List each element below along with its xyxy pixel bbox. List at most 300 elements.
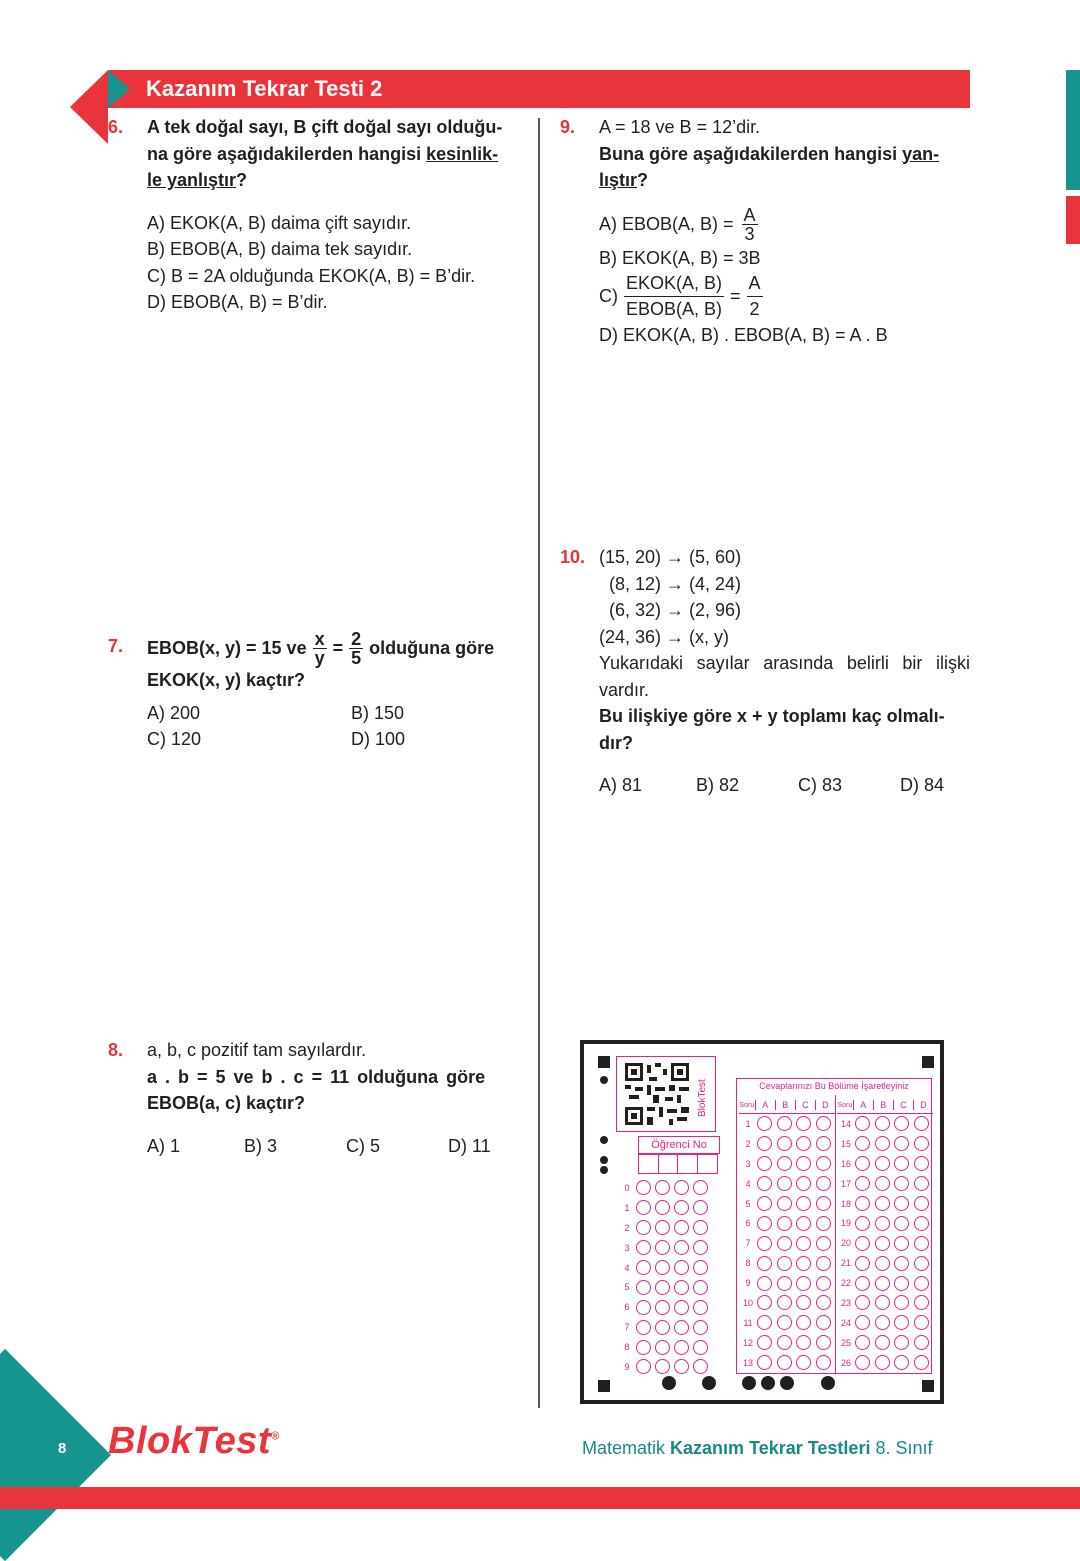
bubble[interactable] (914, 1176, 929, 1191)
option-b[interactable]: B) 3 (244, 1135, 278, 1156)
bubble[interactable] (757, 1236, 772, 1251)
bubble[interactable] (693, 1340, 708, 1355)
choice-label: C (795, 1100, 815, 1110)
option-a[interactable]: A) 81 (599, 775, 643, 795)
digit-label: 8 (624, 1342, 630, 1353)
bubble[interactable] (674, 1200, 689, 1215)
bubble[interactable] (855, 1156, 870, 1171)
question-9 (560, 114, 970, 349)
question-number-label: 4 (745, 1178, 751, 1189)
bubble[interactable] (875, 1136, 890, 1151)
question-stem: ? (236, 170, 248, 190)
question-number-label: 20 (840, 1238, 851, 1249)
question-stem: EBOB(a, c) kaçtır? (147, 1093, 306, 1113)
corner-mark (922, 1056, 934, 1068)
bubble[interactable] (816, 1116, 831, 1131)
bubble[interactable] (693, 1359, 708, 1374)
option-a[interactable]: A) EKOK(A, B) daima çift sayıdır. (147, 212, 412, 233)
choice-label: C (893, 1100, 913, 1110)
answer-row (837, 1233, 933, 1253)
question-number-label: 21 (840, 1258, 851, 1269)
brand-logo: BlokTest® (108, 1420, 280, 1462)
answer-row (837, 1194, 933, 1214)
question-stem: a, b, c pozitif tam sayılardır. (147, 1040, 367, 1060)
header-left-arrow (70, 70, 108, 144)
bubble[interactable] (636, 1340, 651, 1355)
bubble[interactable] (777, 1315, 792, 1330)
bubble[interactable] (894, 1276, 909, 1291)
timing-dot (600, 1136, 608, 1144)
answer-row (739, 1313, 835, 1333)
digit-label: 4 (624, 1262, 630, 1273)
question-emphasis: yan- (902, 143, 940, 164)
digit-row (618, 1357, 718, 1377)
digit-row (618, 1317, 718, 1337)
digit-label: 9 (624, 1361, 630, 1372)
bubble[interactable] (914, 1116, 929, 1131)
bubble[interactable] (875, 1216, 890, 1231)
bubble[interactable] (674, 1240, 689, 1255)
answer-row (739, 1154, 835, 1174)
option-c[interactable]: C) 83 (798, 775, 843, 795)
question-number-label: 16 (840, 1158, 851, 1169)
question-number-label: 2 (745, 1138, 751, 1149)
question-stem: a . b = 5 ve b . c = 11 olduğuna göre (147, 1066, 486, 1087)
bubble[interactable] (914, 1295, 929, 1310)
bubble[interactable] (757, 1156, 772, 1171)
bubble[interactable] (636, 1260, 651, 1275)
bubble[interactable] (875, 1116, 890, 1131)
timing-dot (761, 1376, 775, 1390)
bubble[interactable] (796, 1156, 811, 1171)
bubble[interactable] (693, 1220, 708, 1235)
question-number-label: 6 (745, 1218, 751, 1229)
option-c[interactable]: C) 5 (346, 1135, 381, 1156)
bubble[interactable] (855, 1276, 870, 1291)
bubble[interactable] (796, 1176, 811, 1191)
bubble[interactable] (674, 1340, 689, 1355)
answer-row (739, 1333, 835, 1353)
question-stem: EKOK(x, y) kaçtır? (147, 670, 306, 690)
answer-row (837, 1154, 933, 1174)
option-text: A) EBOB(A, B) = (599, 213, 734, 234)
equals-sign: = (332, 638, 344, 659)
bubble[interactable] (693, 1260, 708, 1275)
bubble[interactable] (914, 1335, 929, 1350)
bubble[interactable] (855, 1236, 870, 1251)
bubble[interactable] (855, 1295, 870, 1310)
question-emphasis: lıştır (599, 170, 638, 190)
pair-row: (8, 12) → (4, 24) (609, 573, 742, 594)
bubble[interactable] (693, 1180, 708, 1195)
timing-dot (742, 1376, 756, 1390)
answer-block-header: Cevaplarınızı Bu Bölüme İşaretleyiniz (759, 1081, 909, 1091)
question-number-label: 18 (840, 1198, 851, 1209)
option-d[interactable]: D) 11 (448, 1135, 491, 1156)
bubble[interactable] (875, 1196, 890, 1211)
page-title: Kazanım Tekrar Testi 2 (146, 76, 383, 101)
bubble[interactable] (636, 1180, 651, 1195)
bubble[interactable] (777, 1156, 792, 1171)
question-number-label: 12 (742, 1337, 753, 1348)
corner-mark (598, 1056, 610, 1068)
timing-dot (600, 1166, 608, 1174)
question-number-label: 24 (840, 1317, 851, 1328)
bubble[interactable] (693, 1240, 708, 1255)
option-b[interactable]: B) 82 (696, 775, 740, 795)
bubble[interactable] (816, 1315, 831, 1330)
question-number-label: 15 (840, 1138, 851, 1149)
answer-row (837, 1134, 933, 1154)
bubble[interactable] (894, 1335, 909, 1350)
pair-row: (24, 36) → (x, y) (599, 626, 730, 647)
digit-label: 2 (624, 1222, 630, 1233)
bubble[interactable] (777, 1335, 792, 1350)
answer-row (837, 1253, 933, 1273)
bubble[interactable] (894, 1156, 909, 1171)
answer-row (837, 1313, 933, 1333)
timing-dot (702, 1376, 716, 1390)
equals-sign: = (730, 286, 741, 307)
question-number-label: 25 (840, 1337, 851, 1348)
bubble[interactable] (875, 1335, 890, 1350)
answer-row (739, 1293, 835, 1313)
digit-row (618, 1258, 718, 1278)
answer-row (837, 1293, 933, 1313)
bubble[interactable] (796, 1256, 811, 1271)
question-6 (108, 114, 528, 316)
bubble[interactable] (796, 1315, 811, 1330)
digit-row (618, 1218, 718, 1238)
bubble[interactable] (894, 1176, 909, 1191)
question-number-label: 19 (840, 1218, 851, 1229)
bubble[interactable] (894, 1355, 909, 1370)
option-a[interactable]: A) 200 (147, 702, 201, 723)
bubble[interactable] (914, 1216, 929, 1231)
bubble[interactable] (796, 1276, 811, 1291)
option-d[interactable]: D) EBOB(A, B) = B’dir. (147, 292, 328, 312)
question-text: vardır. (599, 679, 650, 700)
bubble[interactable] (636, 1240, 651, 1255)
bubble[interactable] (757, 1355, 772, 1370)
digit-label: 0 (624, 1182, 630, 1193)
choice-label: A (853, 1100, 873, 1110)
bubble[interactable] (757, 1276, 772, 1291)
bubble[interactable] (636, 1359, 651, 1374)
bubble[interactable] (757, 1176, 772, 1191)
answer-row (739, 1253, 835, 1273)
digit-label: 1 (624, 1202, 630, 1213)
question-emphasis: le yanlıştır (147, 170, 237, 190)
digit-row (618, 1178, 718, 1198)
bubble[interactable] (693, 1320, 708, 1335)
timing-dot (780, 1376, 794, 1390)
bubble[interactable] (777, 1256, 792, 1271)
answer-row (739, 1353, 835, 1373)
question-number: 8. (108, 1040, 124, 1060)
bubble[interactable] (816, 1196, 831, 1211)
fraction-2-over-5: $\frac{2}{5}$ (351, 629, 362, 668)
bubble[interactable] (796, 1295, 811, 1310)
bubble[interactable] (816, 1216, 831, 1231)
bubble[interactable] (894, 1295, 909, 1310)
corner-mark (598, 1380, 610, 1392)
answer-row (837, 1333, 933, 1353)
digit-row (618, 1337, 718, 1357)
bubble[interactable] (914, 1136, 929, 1151)
question-number: 7. (108, 636, 124, 656)
bubble[interactable] (875, 1315, 890, 1330)
bubble[interactable] (674, 1280, 689, 1295)
bubble[interactable] (875, 1236, 890, 1251)
question-number-label: 5 (745, 1198, 751, 1209)
question-stem: Buna göre aşağıdakilerden hangisi (599, 143, 903, 164)
bubble[interactable] (757, 1315, 772, 1330)
footer-teal-diamond (0, 1349, 111, 1561)
pair-row: (15, 20) → (5, 60) (599, 547, 742, 567)
question-number-label: 10 (742, 1297, 753, 1308)
student-no-grid (618, 1178, 718, 1377)
bubble[interactable] (777, 1216, 792, 1231)
bubble[interactable] (777, 1196, 792, 1211)
bubble[interactable] (655, 1220, 670, 1235)
bubble[interactable] (674, 1220, 689, 1235)
answer-row (837, 1273, 933, 1293)
bubble[interactable] (914, 1236, 929, 1251)
answer-row (739, 1213, 835, 1233)
question-7 (108, 630, 528, 753)
question-number: 9. (560, 117, 576, 137)
timing-dot (662, 1376, 676, 1390)
option-a[interactable]: A) 1 (147, 1135, 181, 1156)
fraction-a-over-2: $\frac{A}{2}$ (748, 273, 761, 319)
bubble[interactable] (674, 1359, 689, 1374)
choice-label: D (913, 1100, 933, 1110)
question-8 (108, 1037, 528, 1159)
bubble[interactable] (655, 1320, 670, 1335)
bubble[interactable] (914, 1276, 929, 1291)
question-number-label: 13 (742, 1357, 753, 1368)
digit-label: 5 (624, 1282, 630, 1293)
fraction-ekok-over-ebob: $\frac{\text{EKOK(A, B)}}{\text{EBOB(A, B)}}$ (626, 273, 723, 319)
bubble[interactable] (757, 1256, 772, 1271)
bubble[interactable] (894, 1216, 909, 1231)
bubble[interactable] (757, 1295, 772, 1310)
question-emphasis: kesinlik- (426, 143, 499, 164)
option-d[interactable]: D) 100 (351, 729, 406, 749)
answer-row (837, 1213, 933, 1233)
bubble[interactable] (855, 1196, 870, 1211)
bubble[interactable] (875, 1355, 890, 1370)
bubble[interactable] (757, 1196, 772, 1211)
bubble[interactable] (757, 1136, 772, 1151)
question-stem: Bu ilişkiye göre x + y toplamı kaç olmalı- (599, 706, 945, 726)
bubble[interactable] (655, 1280, 670, 1295)
bubble[interactable] (894, 1116, 909, 1131)
bubble[interactable] (875, 1276, 890, 1291)
bubble[interactable] (655, 1359, 670, 1374)
bubble[interactable] (796, 1335, 811, 1350)
bubble[interactable] (914, 1196, 929, 1211)
bubble[interactable] (855, 1355, 870, 1370)
bubble[interactable] (816, 1276, 831, 1291)
choice-label: B (873, 1100, 893, 1110)
question-number-label: 8 (745, 1258, 751, 1269)
bubble[interactable] (674, 1180, 689, 1195)
bubble[interactable] (655, 1180, 670, 1195)
bubble[interactable] (655, 1260, 670, 1275)
side-tab (1066, 70, 1080, 190)
pair-row: (6, 32) → (2, 96) (609, 600, 742, 620)
bubble[interactable] (875, 1156, 890, 1171)
option-c[interactable] (599, 271, 970, 322)
question-stem: olduğuna göre (369, 638, 495, 659)
bubble[interactable] (816, 1335, 831, 1350)
bubble[interactable] (636, 1280, 651, 1295)
option-b[interactable]: B) EBOB(A, B) daima tek sayıdır. (147, 239, 413, 259)
digit-row (618, 1297, 718, 1317)
bubble[interactable] (693, 1300, 708, 1315)
bubble[interactable] (894, 1196, 909, 1211)
answer-row (837, 1353, 933, 1373)
answer-row (739, 1174, 835, 1194)
answer-row (739, 1194, 835, 1214)
bubble[interactable] (777, 1295, 792, 1310)
soru-label: Soru (739, 1101, 755, 1109)
bubble[interactable] (875, 1176, 890, 1191)
answer-column-left (739, 1097, 835, 1373)
bubble[interactable] (914, 1156, 929, 1171)
fraction-a-over-3: $\frac{A}{3}$ (743, 204, 756, 244)
side-tab-red (1066, 196, 1080, 244)
bubble[interactable] (855, 1176, 870, 1191)
question-number: 10. (560, 547, 586, 567)
qr-box (616, 1056, 716, 1132)
question-number-label: 14 (840, 1118, 851, 1129)
question-stem: ? (637, 170, 649, 190)
bubble[interactable] (914, 1256, 929, 1271)
bubble[interactable] (636, 1300, 651, 1315)
bubble[interactable] (796, 1216, 811, 1231)
bubble[interactable] (674, 1260, 689, 1275)
digit-label: 6 (624, 1302, 630, 1313)
bubble[interactable] (636, 1320, 651, 1335)
bubble[interactable] (894, 1256, 909, 1271)
option-c[interactable]: C) B = 2A olduğunda EKOK(A, B) = B’dir. (147, 265, 476, 286)
bubble[interactable] (655, 1300, 670, 1315)
option-a[interactable] (599, 206, 970, 243)
bubble[interactable] (914, 1355, 929, 1370)
bubble[interactable] (655, 1240, 670, 1255)
bubble[interactable] (655, 1340, 670, 1355)
student-no-label: Öğrenci No (638, 1136, 720, 1154)
bubble[interactable] (777, 1236, 792, 1251)
option-b[interactable]: B) EKOK(A, B) = 3B (599, 247, 761, 268)
bubble[interactable] (816, 1236, 831, 1251)
bubble[interactable] (855, 1335, 870, 1350)
question-stem: EBOB(x, y) = 15 ve (147, 638, 307, 659)
bubble[interactable] (855, 1116, 870, 1131)
bubble[interactable] (757, 1116, 772, 1131)
question-10 (560, 544, 970, 799)
bubble[interactable] (816, 1295, 831, 1310)
timing-dot (600, 1156, 608, 1164)
bubble[interactable] (855, 1136, 870, 1151)
bubble[interactable] (655, 1200, 670, 1215)
bubble[interactable] (757, 1216, 772, 1231)
question-number-label: 1 (745, 1118, 751, 1129)
bubble[interactable] (796, 1355, 811, 1370)
footer-bar (0, 1487, 1080, 1509)
question-stem: A = 18 ve B = 12’dir. (599, 117, 761, 137)
bubble[interactable] (894, 1236, 909, 1251)
bubble[interactable] (693, 1200, 708, 1215)
bubble[interactable] (777, 1136, 792, 1151)
bubble[interactable] (674, 1320, 689, 1335)
column-separator (835, 1095, 836, 1373)
bubble[interactable] (796, 1136, 811, 1151)
bubble[interactable] (636, 1220, 651, 1235)
bubble[interactable] (796, 1236, 811, 1251)
digit-row (618, 1198, 718, 1218)
bubble[interactable] (855, 1256, 870, 1271)
option-d[interactable]: D) 84 (900, 775, 945, 795)
bubble[interactable] (914, 1315, 929, 1330)
answer-row (837, 1174, 933, 1194)
bubble[interactable] (777, 1176, 792, 1191)
qr-code-icon (625, 1063, 689, 1125)
header-teal-chevron (108, 70, 130, 108)
answer-row (739, 1273, 835, 1293)
bubble[interactable] (855, 1315, 870, 1330)
bubble[interactable] (816, 1355, 831, 1370)
bubble[interactable] (796, 1196, 811, 1211)
bubble[interactable] (855, 1216, 870, 1231)
footer-series: Matematik Kazanım Tekrar Testleri 8. Sınıf (582, 1438, 933, 1458)
bubble[interactable] (777, 1116, 792, 1131)
question-number-label: 3 (745, 1158, 751, 1169)
digit-row (618, 1277, 718, 1297)
option-b[interactable]: B) 150 (351, 702, 405, 723)
choice-header-row (739, 1097, 835, 1114)
bubble[interactable] (816, 1156, 831, 1171)
bubble[interactable] (777, 1355, 792, 1370)
bubble[interactable] (693, 1280, 708, 1295)
bubble[interactable] (777, 1276, 792, 1291)
timing-dot (821, 1376, 835, 1390)
bubble[interactable] (636, 1200, 651, 1215)
option-d[interactable]: D) EKOK(A, B) . EBOB(A, B) = A . B (599, 325, 888, 345)
choice-header-row (837, 1097, 933, 1114)
bubble[interactable] (757, 1335, 772, 1350)
question-number-label: 22 (840, 1278, 851, 1289)
bubble[interactable] (796, 1116, 811, 1131)
bubble[interactable] (816, 1176, 831, 1191)
option-c[interactable]: C) 120 (147, 729, 202, 749)
choice-label: D (815, 1100, 835, 1110)
bubble[interactable] (816, 1256, 831, 1271)
bubble[interactable] (674, 1300, 689, 1315)
question-stem: A tek doğal sayı, B çift doğal sayı olduğu- (147, 117, 503, 137)
bubble[interactable] (816, 1136, 831, 1151)
bubble[interactable] (894, 1136, 909, 1151)
question-stem: na göre aşağıdakilerden hangisi (147, 143, 427, 164)
bubble[interactable] (894, 1315, 909, 1330)
bubble[interactable] (875, 1295, 890, 1310)
digit-row (618, 1238, 718, 1258)
bubble[interactable] (875, 1256, 890, 1271)
question-number: 6. (108, 117, 124, 137)
